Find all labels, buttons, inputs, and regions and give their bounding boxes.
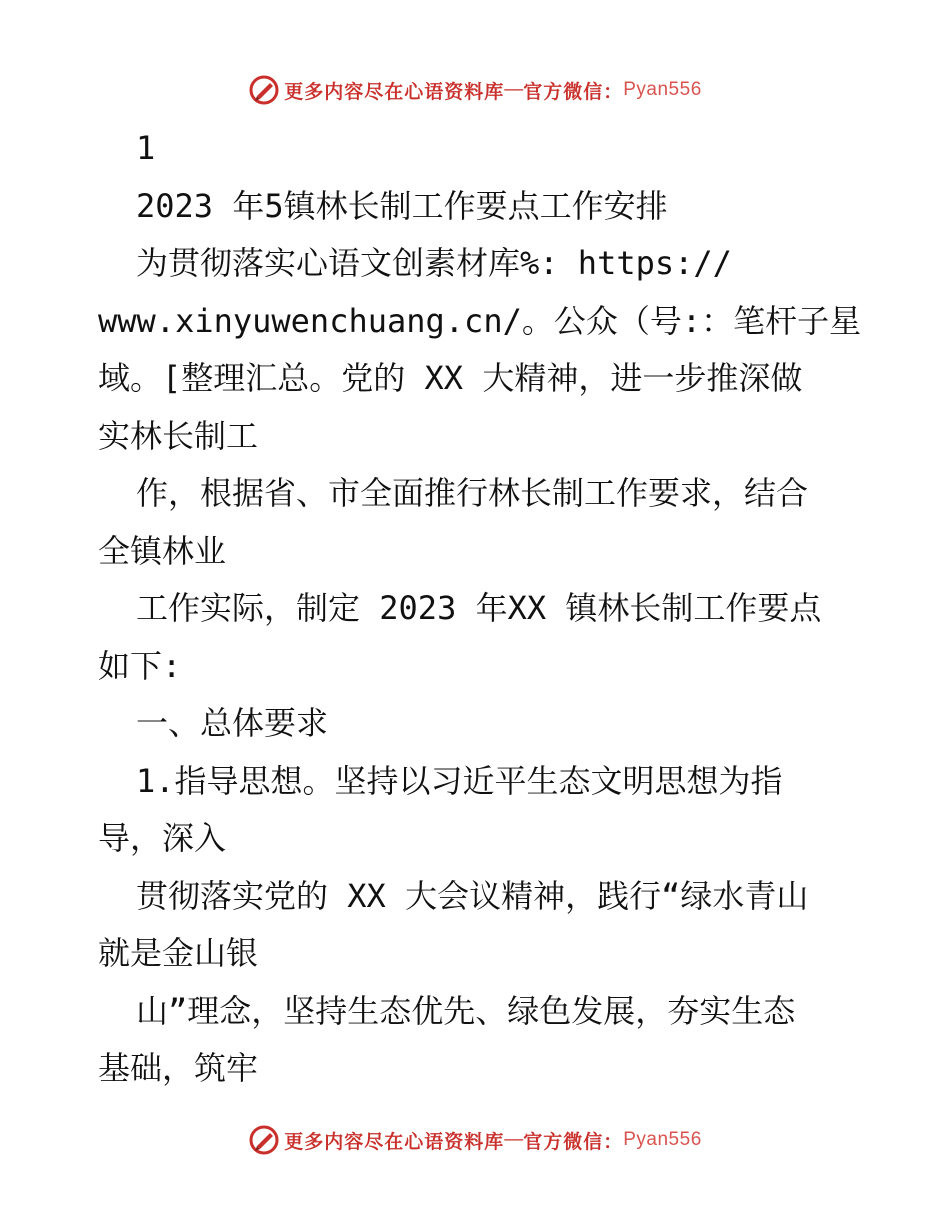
paragraph-line: 作，根据省、市全面推行林长制工作要求，结合	[136, 474, 809, 512]
banner-dash: —	[504, 79, 524, 100]
paragraph-line: 实林长制工	[98, 416, 259, 455]
paragraph-line: 全镇林业	[98, 531, 227, 570]
page-number: 1	[136, 129, 156, 167]
banner-main-text: 更多内容尽在心语资料库	[284, 1131, 505, 1153]
banner-wechat-id: Pyan556	[623, 1129, 702, 1150]
paragraph-line: 贯彻落实党的 XX 大会议精神，践行“绿水青山	[136, 876, 809, 915]
paragraph-line: www.xinyuwenchuang.cn/。公众（号:：笔杆子星	[98, 301, 862, 340]
brand-logo-icon	[248, 1124, 280, 1156]
paragraph-line: 基础，筑牢	[98, 1049, 259, 1087]
paragraph-line: 域。[整理汇总。党的 XX 大精神，进一步推深做	[98, 359, 803, 397]
banner-dash: —	[504, 1129, 524, 1150]
brand-logo-icon	[248, 74, 280, 106]
paragraph-line: 工作实际，制定 2023 年XX 镇林长制工作要点	[136, 589, 822, 627]
banner-wechat-id: Pyan556	[623, 79, 702, 100]
section-heading: 一、总体要求	[136, 704, 329, 742]
paragraph-line: 山”理念，坚持生态优先、绿色发展，夯实生态	[136, 991, 796, 1030]
paragraph-line: 为贯彻落实心语文创素材库%: https://	[136, 244, 732, 282]
paragraph-line: 如下:	[98, 646, 182, 685]
paragraph-line: 导，深入	[98, 819, 227, 857]
banner-main-text: 更多内容尽在心语资料库	[284, 81, 505, 103]
document-title: 2023 年5镇林长制工作要点工作安排	[136, 186, 668, 225]
header-watermark-banner	[0, 70, 950, 110]
paragraph-line: 就是金山银	[98, 934, 259, 972]
banner-wechat-label: 官方微信：	[523, 1131, 624, 1153]
document-body	[98, 120, 862, 1098]
paragraph-line: 1.指导思想。坚持以习近平生态文明思想为指	[136, 761, 783, 800]
banner-wechat-label: 官方微信：	[523, 81, 624, 103]
footer-watermark-banner	[0, 1120, 950, 1160]
